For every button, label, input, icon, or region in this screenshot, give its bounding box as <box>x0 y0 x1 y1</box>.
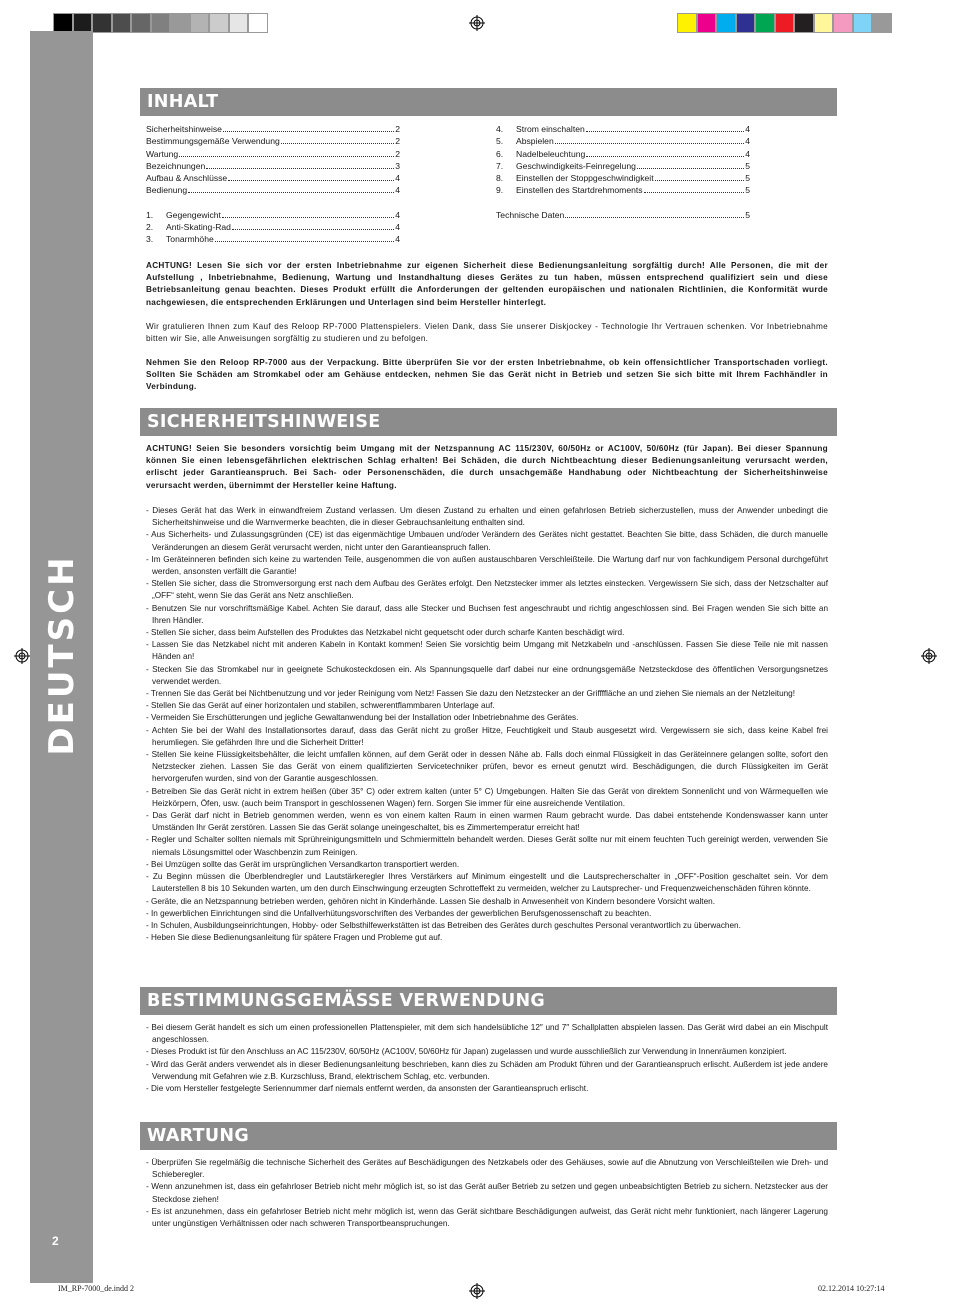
toc-dot-leader <box>179 156 394 157</box>
toc-entry <box>496 184 750 196</box>
toc-entry-label: Bestimmungsgemäße Verwendung <box>146 136 280 147</box>
registration-mark-icon <box>469 15 485 31</box>
toc-entry <box>146 135 400 147</box>
toc-entry <box>496 135 750 147</box>
color-swatch <box>229 13 249 33</box>
toc-entry-number: 2. <box>146 222 154 233</box>
list-item: - Im Geräteinneren befinden sich keine zu wartenden Teile, ausgenommen die von außen austauschbaren Verschleißteile. Die Wartung darf nur von fachkundigem Personal durchgeführt werden, ansonsten verfällt die Garantie! <box>146 554 828 578</box>
list-item: - Heben Sie diese Bedienungsanleitung für spätere Fragen und Probleme gut auf. <box>146 932 828 944</box>
toc-entry <box>146 209 400 221</box>
list-item: - Lassen Sie das Netzkabel nicht mit anderen Kabeln in Kontakt kommen! Seien Sie vorsichtig beim Umgang mit Netzkabeln und -anschlüssen. Fassen Sie diese Teile nie mit nassen Händen an! <box>146 639 828 663</box>
slug-timestamp: 02.12.2014 10:27:14 <box>818 1284 885 1293</box>
toc-entry-label: Bezeichnungen <box>146 160 206 171</box>
list-item: - Trennen Sie das Gerät bei Nichtbenutzung und vor jeder Reinigung vom Netz! Fassen Sie dazu den Netzstecker an der Griffffläche an und ziehen Sie niemals an der Netzleitung! <box>146 688 828 700</box>
toc-dot-leader <box>223 131 394 132</box>
color-swatch <box>209 13 229 33</box>
list-item: - Bei diesem Gerät handelt es sich um einen professionellen Plattenspieler, mit dem sich handelsübliche 12″ und 7″ Schallplatten abspielen lassen. Das Gerät wird dabei an ein Mischpult angeschlossen. <box>146 1022 828 1046</box>
list-item: - Dieses Gerät hat das Werk in einwandfreiem Zustand verlassen. Um diesen Zustand zu erhalten und einen gefahrlosen Betrieb sicherzustellen, muss der Anwender unbedingt die Sicherheitshinweise und die Warnvermerke beachten, die in dieser Gebrauchsanleitung enthalten sind. <box>146 505 828 529</box>
toc-entry-page: 4 <box>395 209 400 220</box>
toc-entry-number: 9. <box>496 185 504 196</box>
toc-entry <box>146 233 400 245</box>
toc-entry-page: 5 <box>745 160 750 171</box>
toc-dot-leader <box>215 241 394 242</box>
list-item: - Stellen Sie sicher, dass beim Aufstellen des Produktes das Netzkabel nicht gequetscht oder durch scharfe Kanten beschädigt wird. <box>146 627 828 639</box>
color-swatch <box>151 13 171 33</box>
color-swatch <box>92 13 112 33</box>
maintenance-list <box>146 1157 828 1230</box>
cmyk-color-bar <box>677 13 892 33</box>
unpacking-notice: Nehmen Sie den Reloop RP-7000 aus der Verpackung. Bitte überprüfen Sie vor der ersten Inbetriebnahme, ob kein offensichtlicher Transportschaden vorliegt. Sollten Sie Schäden am Stromkabel oder am Gehäuse entdecken, nehmen Sie das Gerät nicht in Betrieb und setzen Sie sich bitte mit Ihrem Fachhändler in Verbindung. <box>146 358 828 392</box>
section-header-inhalt: INHALT <box>140 88 837 116</box>
color-swatch <box>775 13 795 33</box>
toc-entry-label: Tonarmhöhe <box>166 234 214 245</box>
toc-entry-number: 6. <box>496 148 504 159</box>
toc-entry-label: Einstellen der Stoppgeschwindigkeit <box>516 173 654 184</box>
toc-entry <box>146 123 400 135</box>
congratulations-text: Wir gratulieren Ihnen zum Kauf des Reloop RP-7000 Plattenspielers. Vielen Dank, dass Sie unserer Diskjockey - Technologie Ihr Vertrauen schenken. Vor Inbetriebnahme bitten wir Sie, alle Anweisungen sorgfältig zu studieren und zu befolgen. <box>146 322 828 344</box>
color-swatch <box>73 13 93 33</box>
color-swatch <box>833 13 853 33</box>
color-swatch <box>170 13 190 33</box>
toc-entry-number: 8. <box>496 173 504 184</box>
toc-entry <box>146 184 400 196</box>
section-header-maintenance: WARTUNG <box>140 1122 837 1150</box>
list-item: - Die vom Hersteller festgelegte Seriennummer darf niemals entfernt werden, da ansonsten der Garantieanspruch erlischt. <box>146 1083 828 1095</box>
list-item: - Es ist anzunehmen, dass ein gefahrloser Betrieb nicht mehr möglich ist, wenn das Gerät sichtbare Beschädigungen aufweist, das Gerät nicht mehr funktioniert, nach längerer Lagerung unter ungünstigen Verhältnissen oder nach schweren Transportbeanspruchungen. <box>146 1206 828 1230</box>
toc-entry-label: Aufbau & Anschlüsse <box>146 173 228 184</box>
toc-entry-page: 2 <box>395 148 400 159</box>
color-swatch <box>872 13 892 33</box>
toc-entry-page: 4 <box>395 222 400 233</box>
toc-entry-page: 4 <box>745 136 750 147</box>
color-swatch <box>53 13 73 33</box>
toc-right-column <box>496 123 750 221</box>
toc-entry-number: 7. <box>496 160 504 171</box>
section-header-intended-use: BESTIMMUNGSGEMÄSSE VERWENDUNG <box>140 987 837 1015</box>
toc-entry-number: 3. <box>146 234 154 245</box>
toc-dot-leader <box>206 168 394 169</box>
toc-entry-page: 5 <box>745 209 750 220</box>
registration-mark-icon <box>469 1283 485 1299</box>
toc-dot-leader <box>586 156 744 157</box>
list-item: - Vermeiden Sie Erschütterungen und jegliche Gewaltanwendung bei der Installation oder Inbetriebnahme des Gerätes. <box>146 712 828 724</box>
list-item: - Zu Beginn müssen die Überblendregler und Lautstärkeregler Ihres Verstärkers auf Minimum eingestellt und die Lautsprecherschalter in „OFF“-Position geschaltet sein. Vor dem Lauterstellen 8 bis 10 Sekunden warten, um den durch Einschwingung erzeugten Schrotteffekt zu vermeiden, welcher zu Lautsprecher- und Frequenzweichenschäden führen könnte. <box>146 871 828 895</box>
list-item: - In Schulen, Ausbildungseinrichtungen, Hobby- oder Selbsthilfewerkstätten ist das Betreiben des Gerätes durch geschultes Personal verantwortlich zu überwachen. <box>146 920 828 932</box>
toc-entry <box>496 148 750 160</box>
toc-dot-leader <box>644 192 745 193</box>
toc-entry-label: Nadelbeleuchtung <box>516 148 586 159</box>
list-item: - Regler und Schalter sollten niemals mit Sprühreinigungsmitteln und Schmiermitteln behandelt werden. Dieses Gerät sollte nur mit einem feuchten Tuch gereinigt werden, verwenden Sie niemals Lösungsmittel oder Waschbenzin zum Reinigen. <box>146 834 828 858</box>
toc-dot-leader <box>222 217 394 218</box>
list-item: - Achten Sie bei der Wahl des Installationsortes darauf, dass das Gerät nicht zu großer Hitze, Feuchtigkeit und Staub ausgesetzt wird. Vergewissern sie sich, dass keine Kabel frei herumliegen. Sie gefährden Ihre und die Sicherheit Dritter! <box>146 725 828 749</box>
toc-dot-leader <box>655 180 745 181</box>
list-item: - Bei Umzügen sollte das Gerät im ursprünglichen Versandkarton transportiert werden. <box>146 859 828 871</box>
toc-dot-leader <box>637 168 744 169</box>
toc-entry-label: Wartung <box>146 148 179 159</box>
color-swatch <box>248 13 268 33</box>
toc-entry <box>496 123 750 135</box>
toc-entry-page: 4 <box>745 148 750 159</box>
toc-entry-number: 4. <box>496 124 504 134</box>
toc-entry-label: Sicherheitshinweise <box>146 124 222 134</box>
color-swatch <box>190 13 210 33</box>
toc-entry-page: 4 <box>395 185 400 196</box>
color-swatch <box>677 13 697 33</box>
toc-gap <box>496 197 750 209</box>
registration-mark-icon <box>14 648 30 664</box>
list-item: - Das Gerät darf nicht in Betrieb genommen werden, wenn es von einem kalten Raum in einen warmen Raum gebracht wurde. Das dabei entstehende Kondenswasser kann unter Umständen Ihr Gerät zerstören. Lassen Sie das Gerät solange uneingeschaltet, bis es Zimmertemperatur erreicht hat! <box>146 810 828 834</box>
list-item: - Stellen Sie das Gerät auf einer horizontalen und stabilen, schwerentflammbaren Unterlage auf. <box>146 700 828 712</box>
list-item: - Dieses Produkt ist für den Anschluss an AC 115/230V, 60/50Hz (AC100V, 50/60Hz für Japan) zugelassen und wurde ausschließlich zur Verwendung in Innenräumen konzipiert. <box>146 1046 828 1058</box>
toc-entry <box>496 209 750 221</box>
toc-entry <box>496 160 750 172</box>
toc-entry-page: 2 <box>395 124 400 134</box>
color-swatch <box>755 13 775 33</box>
toc-entry-label: Technische Daten <box>496 209 565 220</box>
color-swatch <box>736 13 756 33</box>
toc-entry-label: Gegengewicht <box>166 209 221 220</box>
toc-entry-page: 4 <box>745 124 750 134</box>
intended-use-list <box>146 1022 828 1095</box>
toc-entry-number: 1. <box>146 209 154 220</box>
toc-entry-page: 2 <box>395 136 400 147</box>
color-swatch <box>131 13 151 33</box>
toc-entry-label: Einstellen des Startdrehmoments <box>516 185 643 196</box>
toc-entry-page: 3 <box>395 160 400 171</box>
toc-dot-leader <box>586 131 744 132</box>
toc-dot-leader <box>188 192 394 193</box>
list-item: - Betreiben Sie das Gerät nicht in extrem heißen (über 35° C) oder extrem kalten (unter 5° C) Umgebungen. Halten Sie das Gerät von direktem Sonnenlicht und von Wärmequellen wie Heizkörpern, Öfen, usw. (auch beim Transport in geschlossenen Wagen) fern. Sorgen Sie immer für eine ausreichende Ventilation. <box>146 786 828 810</box>
toc-dot-leader <box>228 180 394 181</box>
toc-gap <box>146 197 400 209</box>
toc-entry-page: 5 <box>745 185 750 196</box>
list-item: - Wird das Gerät anders verwendet als in dieser Bedienungsanleitung beschrieben, kann dies zu Schäden am Produkt führen und der Garantieanspruch erlischt. Außerdem ist jede andere Verwendung mit Gefahren wie z.B. Kurzschluss, Brand, elektrischem Schlag, etc. verbunden. <box>146 1059 828 1083</box>
toc-entry-number: 5. <box>496 136 504 147</box>
list-item: - Stecken Sie das Stromkabel nur in geeignete Schukosteckdosen ein. Als Spannungsquelle darf dabei nur eine ordnungsgemäße Netzsteckdose des öffentlichen Versorgungsnetzes verwendet werden. <box>146 664 828 688</box>
voltage-warning: ACHTUNG! Seien Sie besonders vorsichtig beim Umgang mit der Netzspannung AC 115/230V, 60/50Hz or AC100V, 50/60Hz (für Japan). Bei dieser Spannung können Sie einen lebensgefährlichen elektrischen Schlag erhalten! Bei Schäden, die durch Nichtbeachtung dieser Bedienungsanleitung verursacht werden, erlischt jeder Garantieanspruch. Bei Sach- oder Personenschäden, die durch unsachgemäße Handhabung oder Nichtbeachtung der Sicherheitshinweise verursacht werden, übernimmt der Hersteller keine Haftung. <box>146 444 828 490</box>
registration-mark-icon <box>921 648 937 664</box>
slug-filename: IM_RP-7000_de.indd 2 <box>58 1284 134 1293</box>
toc-dot-leader <box>281 143 394 144</box>
color-swatch <box>112 13 132 33</box>
color-swatch <box>794 13 814 33</box>
toc-entry-page: 4 <box>395 173 400 184</box>
list-item: - Benutzen Sie nur vorschriftsmäßige Kabel. Achten Sie darauf, dass alle Stecker und Buchsen fest angeschraubt und richtig angeschlossen sind. Bei Fragen wenden Sie sich bitte an Ihren Händler. <box>146 603 828 627</box>
toc-entry <box>146 221 400 233</box>
safety-list <box>146 505 828 944</box>
list-item: - In gewerblichen Einrichtungen sind die Unfallverhütungsvorschriften des Verbandes der gewerblichen Berufsgenossenschaft zu beachten. <box>146 908 828 920</box>
language-label: DEUTSCH <box>42 554 82 756</box>
toc-entry-page: 5 <box>745 173 750 184</box>
list-item: - Geräte, die an Netzspannung betrieben werden, gehören nicht in Kinderhände. Lassen Sie deshalb in Anwesenheit von Kindern besondere Vorsicht walten. <box>146 896 828 908</box>
toc-entry <box>496 172 750 184</box>
toc-dot-leader <box>555 143 744 144</box>
section-header-safety: SICHERHEITSHINWEISE <box>140 408 837 436</box>
list-item: - Wenn anzunehmen ist, dass ein gefahrloser Betrieb nicht mehr möglich ist, so ist das Gerät außer Betrieb zu setzen und gegen unbeabsichtigten Betrieb zu sichern. Netzstecker aus der Steckdose ziehen! <box>146 1181 828 1205</box>
toc-entry-label: Geschwindigkeits-Feinregelung <box>516 160 636 171</box>
color-swatch <box>697 13 717 33</box>
toc-entry <box>146 172 400 184</box>
color-swatch <box>853 13 873 33</box>
reading-warning: ACHTUNG! Lesen Sie sich vor der ersten Inbetriebnahme zur eigenen Sicherheit diese Bedienungsanleitung sorgfältig durch! Alle Personen, die mit der Aufstellung , Inbetriebnahme, Bedienung, Wartung und Instandhaltung dieses Gerätes zu tun haben, müssen entsprechend qualifiziert sein und diese Betriebsanleitung genau beachten. Dieses Produkt erfüllt die Anforderungen der geltenden europäischen und nationalen Richtlinien, die Konformität wurde nachgewiesen, die entsprechenden Erklärungen und Unterlagen sind beim Hersteller hinterlegt. <box>146 261 828 307</box>
color-swatch <box>814 13 834 33</box>
toc-entry <box>146 160 400 172</box>
toc-entry-label: Bedienung <box>146 185 188 196</box>
toc-entry <box>146 148 400 160</box>
list-item: - Stellen Sie sicher, dass die Stromversorgung erst nach dem Aufbau des Gerätes erfolgt. Den Netzstecker immer als letztes einstecken. Vergewissern Sie sich, dass der Netzschalter auf „OFF“ steht, wenn Sie das Gerät ans Netz anschließen. <box>146 578 828 602</box>
toc-entry-label: Strom einschalten <box>516 124 585 134</box>
color-swatch <box>716 13 736 33</box>
list-item: - Überprüfen Sie regelmäßig die technische Sicherheit des Gerätes auf Beschädigungen des Netzkabels oder des Gehäuses, sowie auf die Abnutzung von Verschleißteilen wie Dreh- und Schieberegler. <box>146 1157 828 1181</box>
toc-dot-leader <box>565 217 744 218</box>
toc-entry-label: Abspielen <box>516 136 554 147</box>
list-item: - Aus Sicherheits- und Zulassungsgründen (CE) ist das eigenmächtige Umbauen und/oder Verändern des Gerätes nicht gestattet. Beachten Sie bitte, dass Schäden, die durch manuelle Veränderungen an diesem Gerät verursacht werden, nicht unter den Garantieanspruch fallen. <box>146 529 828 553</box>
toc-dot-leader <box>232 229 394 230</box>
grayscale-color-bar <box>53 13 268 33</box>
toc-left-column <box>146 123 400 246</box>
page-number: 2 <box>52 1234 59 1248</box>
toc-entry-label: Anti-Skating-Rad <box>166 222 231 233</box>
list-item: - Stellen Sie keine Flüssigkeitsbehälter, die leicht umfallen können, auf dem Gerät oder in dessen Nähe ab. Falls doch einmal Flüssigkeit in das Geräteinnere gelangen sollte, sofort den Netzstecker ziehen. Lassen Sie das Gerät von einem qualifizierten Servicetechniker prüfen, bevor es erneut genutzt wird. Beschädigungen, die durch Flüssigkeiten im Gerät hervorgerufen wurden, sind von der Garantie ausgeschlossen. <box>146 749 828 786</box>
toc-entry-page: 4 <box>395 234 400 245</box>
